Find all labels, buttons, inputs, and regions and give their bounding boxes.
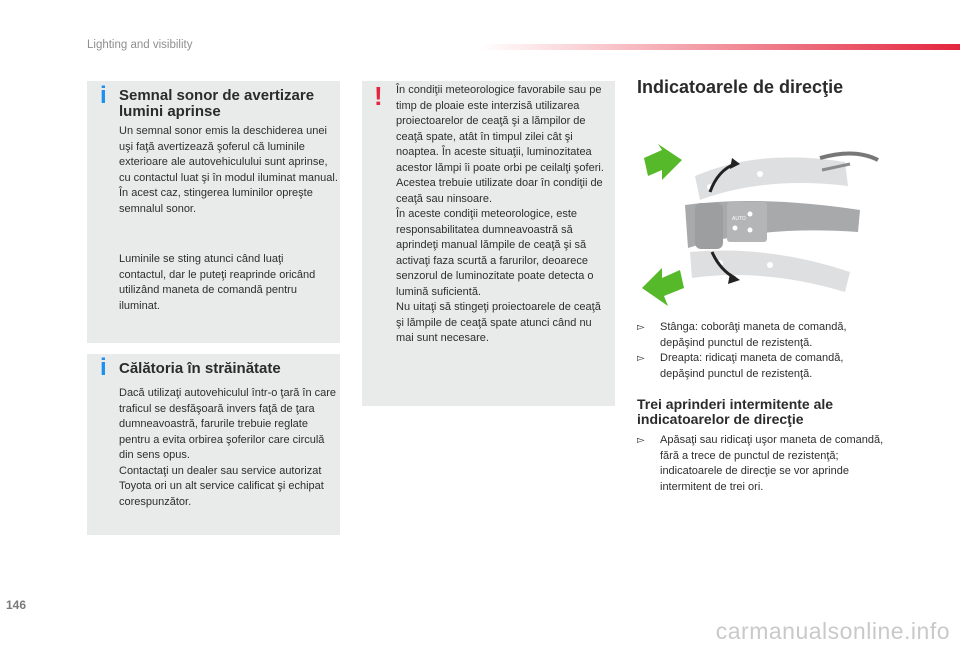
- travel-abroad-heading: Călătoria în străinătate: [119, 360, 281, 377]
- fog-lamps-paragraph-3: Nu uitaţi să stingeţi proiectoarele de ceaţă şi lămpile de ceaţă spate atunci când nu mai sunt necesare.: [396, 301, 601, 344]
- fog-lamps-paragraph-2: În aceste condiţii meteorologice, este responsabilitatea dumneavoastră să aprindeţi manual lămpile de ceaţă şi să activaţi faza scurtă a farurilor, deoarece senzorul de luminozitate poate detecta o lumină suficientă.: [396, 208, 594, 298]
- info-box-sound-warning: [87, 81, 340, 343]
- bullet-arrow-icon: ▻: [637, 353, 645, 364]
- sound-warning-paragraph-2: Luminile se sting atunci când luaţi contactul, dar le puteţi reaprinde oricând utilizând maneta de comandă pentru iluminat.: [119, 253, 316, 312]
- sound-warning-text-b: În acest caz, stingerea luminilor opreşte semnalul sonor.: [119, 187, 313, 215]
- lever-main: [685, 201, 860, 249]
- list-item: [637, 320, 877, 351]
- triple-flash-subtitle: Trei aprinderi intermitente ale indicatoarelor de direcţie: [637, 396, 834, 427]
- fog-lamps-paragraph-1: În condiţii meteorologice favorabile sau pe timp de ploaie este interzisă utilizarea proiectoarelor de ceaţă şi a lămpilor de ceaţă spate, atât în timpul zilei cât şi noaptea. În aceste situaţii, luminozitatea acestor lămpi îi poate orbi pe ceilalţi şoferi. Acestea trebuie utilizate doar în condiţii de ceaţă sau ninsoare.: [396, 84, 604, 205]
- travel-abroad-paragraph-2: Contactaţi un dealer sau service autorizat Toyota ori un alt service calificat şi echipat corespunzător.: [119, 464, 324, 508]
- page-number: 146: [6, 598, 27, 612]
- list-item-text: Dreapta: ridicaţi maneta de comandă, depăşind punctul de rezistenţă.: [660, 352, 844, 380]
- warning-icon: !: [374, 81, 383, 111]
- list-item: [637, 433, 887, 495]
- sound-warning-heading: Semnal sonor de avertizare lumini aprinse: [119, 87, 315, 120]
- lever-auto-label: AUTO: [732, 216, 746, 222]
- list-item-text: Apăsaţi sau ridicaţi uşor maneta de comandă, fără a trece de punctul de rezistenţă; indicatoarele de direcţie se vor aprinde intermitent de trei ori.: [660, 434, 884, 493]
- warning-box-fog-lamps: [362, 81, 615, 406]
- travel-abroad-paragraph-1: Dacă utilizaţi autovehiculul într-o ţară în care traficul se desfăşoară invers faţă de ţara dumneavoastră, farurile trebuie reglate pentru a evita orbirea şoferilor care circulă din sens opus.: [119, 387, 337, 461]
- turn-signal-instructions-list: [637, 320, 877, 382]
- turn-signals-title: Indicatoarele de direcţie: [637, 77, 844, 97]
- sound-warning-paragraph-1: [119, 124, 339, 217]
- sound-warning-text-a: Un semnal sonor emis la deschiderea unei uşi faţă avertizează şoferul că luminile exterioare ale autovehiculului sunt aprinse, cu contactul luat şi în modul iluminat manual.: [119, 125, 338, 184]
- triple-flash-instructions-list: [637, 433, 887, 495]
- turn-signal-lever-illustration: [640, 140, 880, 310]
- bullet-arrow-icon: ▻: [637, 322, 645, 333]
- bullet-arrow-icon: ▻: [637, 435, 645, 446]
- info-icon: i: [100, 82, 107, 109]
- list-item-text: Stânga: coborâţi maneta de comandă, depăşind punctul de rezistenţă.: [660, 321, 847, 349]
- info-box-travel-abroad: [87, 354, 340, 535]
- info-icon: i: [100, 354, 107, 381]
- green-arrow-right-icon: [644, 144, 682, 180]
- list-item: [637, 351, 877, 382]
- fog-lamps-text: [396, 83, 608, 347]
- page-header-title: Lighting and visibility: [87, 39, 193, 51]
- travel-abroad-text: [119, 386, 339, 510]
- green-arrow-left-icon: [642, 268, 684, 306]
- steering-wheel-icon: [820, 153, 878, 160]
- watermark-text: carmanualsonline.info: [715, 618, 950, 644]
- header-accent-bar: [480, 44, 960, 50]
